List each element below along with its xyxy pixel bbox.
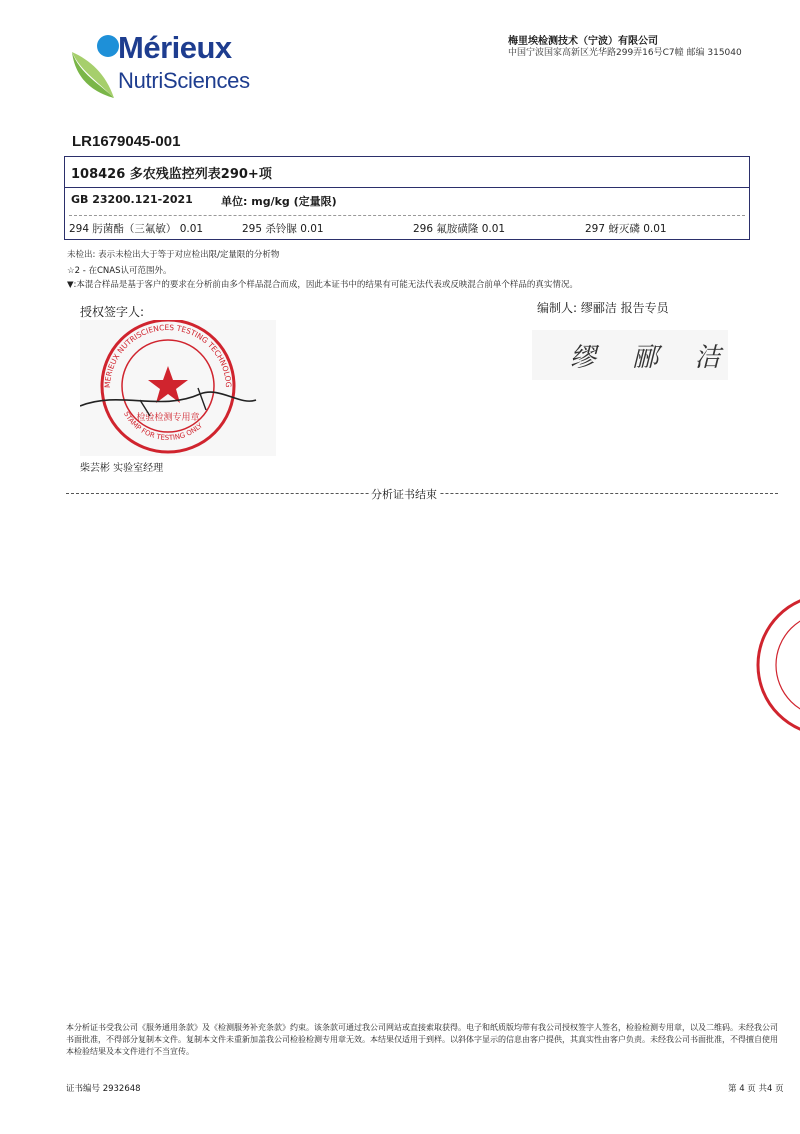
company-address: 中国宁波国家高新区光华路299弄16号C7幢 邮编 315040 xyxy=(508,48,742,58)
test-standard: GB 23200.121-2021 xyxy=(71,193,193,206)
stamp-outer-text: MERIEUX NUTRISCIENCES TESTING TECHNOLOG xyxy=(102,322,234,389)
result-item: 296 氟胺磺隆 0.01 xyxy=(413,223,506,235)
test-title: 108426 多农残监控列表290+项 xyxy=(71,167,272,182)
logo-text-nutrisciences: NutriSciences xyxy=(118,68,250,93)
dashed-divider xyxy=(69,215,745,216)
footer-terms: 本分析证书受我公司《服务通用条款》及《检测服务补充条款》约束。该条款可通过我公司网站或直接索取获得。电子和纸质版均带有我公司授权签字人签名，检验检测专用章，以及二维码。未经我公司书面批准，不得部分复制本文件。复制本文件未重新加盖我公司检验检测专用章无效。本结果仅适用于到样。以斜体字显示的信息由客户提供，其真实性由客户负责。未经我公司书面批准，不得擅自使用本检验结果及本文件进行不当宣传。 xyxy=(66,1023,778,1056)
result-item: 295 杀铃脲 0.01 xyxy=(242,223,324,235)
test-unit: 单位: mg/kg (定量限) xyxy=(221,195,337,208)
note-cnas: ☆2 - 在CNAS认可范围外。 xyxy=(67,266,172,276)
stamp-bottom-cn: 检验检测专用章 xyxy=(136,413,200,423)
signer-name: 柴芸彬 实验室经理 xyxy=(80,463,164,474)
result-item: 294 肟菌酯（三氟敏） 0.01 xyxy=(69,223,204,235)
logo-leaf-icon xyxy=(70,34,120,100)
editor-handwritten-signature xyxy=(532,330,728,380)
result-table xyxy=(64,156,750,240)
stamp-bottom-en: STAMP FOR TESTING ONLY xyxy=(121,410,205,443)
end-of-certificate: 分析证书结束 xyxy=(371,488,437,501)
note-composite: ▼:本混合样品是基于客户的要求在分析前由多个样品混合而成，因此本证书中的结果有可能无法代表或反映混合前单个样品的真实情况。 xyxy=(67,280,578,290)
report-number: LR1679045-001 xyxy=(72,133,181,150)
note-not-detected: 未检出: 表示未检出大于等于对应检出限/定量限的分析物 xyxy=(67,250,280,260)
report-editor: 编制人: 缪郦洁 报告专员 xyxy=(537,301,669,315)
certificate-number: 证书编号 2932648 xyxy=(66,1084,141,1094)
merieux-logo xyxy=(70,30,275,102)
result-item: 297 蚜灭磷 0.01 xyxy=(585,223,667,235)
company-stamp xyxy=(80,320,276,456)
logo-text-merieux: Mérieux xyxy=(118,30,232,65)
company-name: 梅里埃检测技术（宁波）有限公司 xyxy=(508,36,658,47)
edge-seal-stamp xyxy=(750,590,800,740)
divider xyxy=(65,187,749,188)
authorized-signatory-label: 授权签字人: xyxy=(80,305,145,319)
page-number: 第 4 页 共4 页 xyxy=(728,1084,784,1094)
signature-handwriting: 缪 郦 洁 xyxy=(570,343,728,373)
